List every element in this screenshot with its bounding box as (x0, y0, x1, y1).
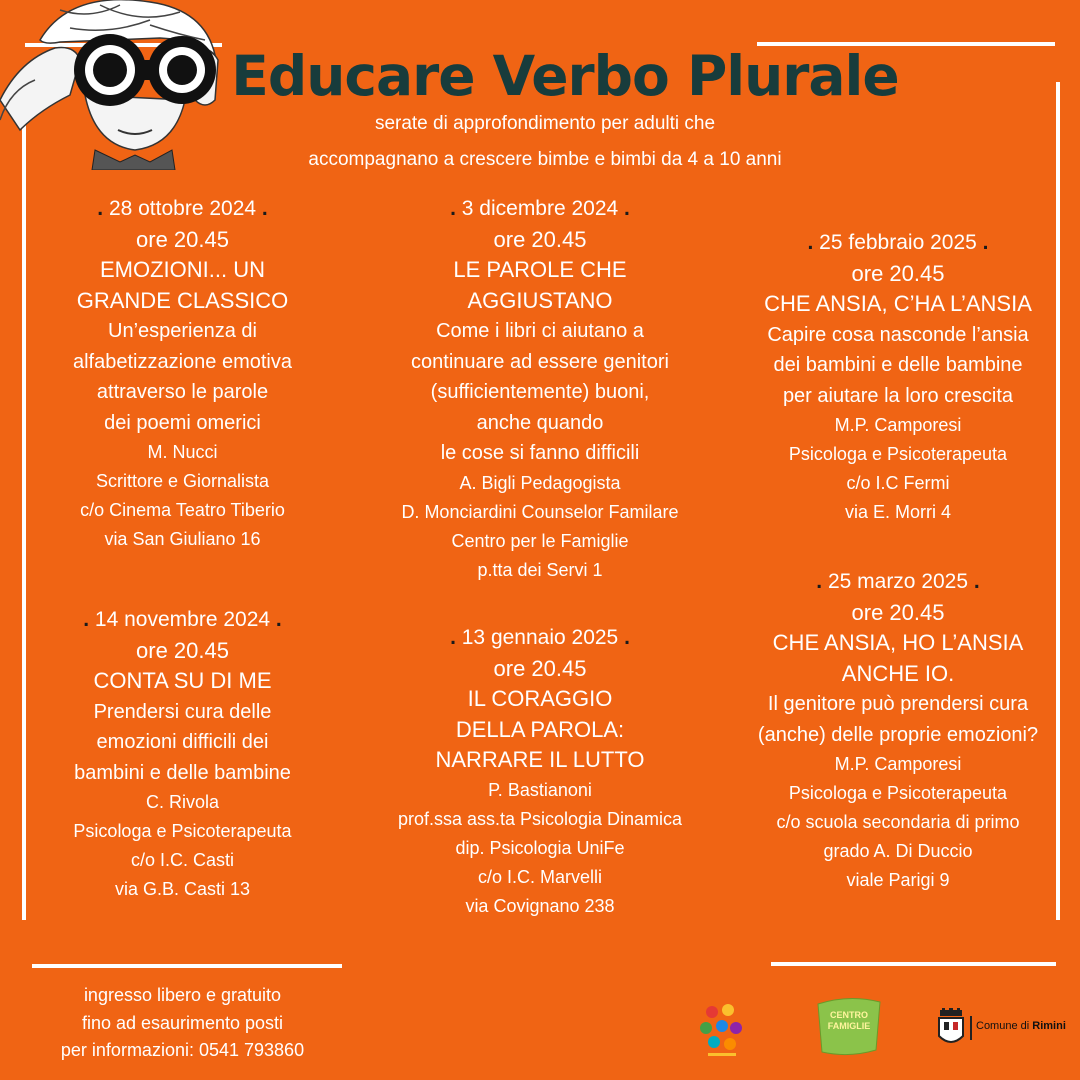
event-speaker-line: c/o scuola secondaria di primo (776, 812, 1020, 832)
event-description-line: emozioni difficili dei (96, 731, 269, 753)
event-description-line: bambini e delle bambine (74, 761, 291, 784)
event-speaker-line: A. Bigli Pedagogista (459, 472, 621, 493)
bullet-dot-icon: . (976, 231, 989, 254)
event-speaker-line: Psicologa e Psicoterapeuta (788, 783, 1008, 803)
event-speaker-line: Centro per le Famiglie (451, 530, 629, 551)
colorful-circles-logo-icon (698, 1002, 746, 1058)
event-speaker-line: D. Monciardini Counselor Familare (401, 501, 679, 522)
event-date (360, 622, 720, 654)
event-2 (25, 604, 340, 904)
event-date-text: 28 ottobre 2024 (108, 197, 257, 220)
event-speaker-line: Psicologa e Psicoterapeuta (73, 821, 292, 841)
frame-bottom-left (32, 964, 342, 968)
event-description-line: continuare ad essere genitori (411, 350, 669, 373)
event-date (718, 566, 1078, 598)
event-speaker-line: via E. Morri 4 (844, 502, 952, 522)
event-title-line: CHE ANSIA, C’HA L’ANSIA (764, 291, 1032, 316)
bullet-dot-icon: . (450, 626, 462, 649)
event-time: ore 20.45 (493, 656, 587, 681)
event-description-line: (sufficientemente) buoni, (430, 381, 650, 403)
event-description-line: dei poemi omerici (104, 411, 261, 434)
footer-line-3: per informazioni: 0541 793860 (60, 1040, 305, 1060)
event-4 (360, 622, 720, 921)
city-crest-icon (936, 1008, 966, 1048)
bullet-dot-icon: . (618, 197, 630, 220)
event-speaker-line: C. Rivola (145, 792, 220, 812)
event-date-text: 25 marzo 2025 (827, 570, 969, 593)
event-speaker-line: grado A. Di Duccio (823, 841, 973, 861)
event-title-line: EMOZIONI... UN (100, 257, 265, 282)
event-description-line: alfabetizzazione emotiva (72, 350, 292, 373)
event-title-line: LE PAROLE CHE (453, 257, 627, 282)
event-date-text: 14 novembre 2024 (94, 608, 271, 631)
event-speaker-line: prof.ssa ass.ta Psicologia Dinamica (397, 808, 683, 829)
comune-prefix: Comune di (976, 1020, 1030, 1032)
event-description-line: (anche) delle proprie emozioni? (757, 723, 1039, 746)
footer-line-1: ingresso libero e gratuito (83, 985, 282, 1005)
event-speaker-line: M.P. Camporesi (834, 415, 962, 435)
bullet-dot-icon: . (618, 626, 630, 649)
comune-name: Rimini (1032, 1020, 1066, 1032)
event-date-text: 25 febbraio 2025 (819, 231, 977, 254)
subtitle-line-1: serate di approfondimento per adulti che (374, 113, 716, 134)
event-speaker-line: c/o I.C Fermi (846, 473, 950, 493)
event-speaker-line: M.P. Camporesi (834, 754, 962, 774)
event-description-line: Il genitore può prendersi cura (767, 693, 1029, 715)
bullet-dot-icon: . (807, 231, 820, 254)
event-description-line: per aiutare la loro crescita (782, 384, 1014, 407)
event-time: ore 20.45 (493, 227, 587, 252)
event-speaker-line: via San Giuliano 16 (104, 529, 261, 549)
event-title-line: NARRARE IL LUTTO (435, 747, 645, 772)
event-title-line: DELLA PAROLA: (455, 716, 625, 742)
event-title-line: CHE ANSIA, HO L’ANSIA (772, 630, 1024, 655)
event-speaker-line: via G.B. Casti 13 (114, 879, 251, 899)
event-description-line: Un’esperienza di (108, 320, 257, 342)
subtitle-line-2: accompagnano a crescere bimbe e bimbi da 4 a 10 anni (308, 149, 782, 170)
event-speaker-line: c/o I.C. Casti (130, 850, 235, 870)
event-title-line: IL CORAGGIO (467, 686, 613, 711)
flag-logo-icon (814, 996, 884, 1058)
frame-bottom-right (771, 962, 1056, 966)
bullet-dot-icon: . (270, 608, 282, 631)
event-5 (718, 227, 1078, 527)
event-time: ore 20.45 (851, 261, 945, 286)
bullet-dot-icon: . (816, 570, 828, 593)
event-description-line: Prendersi cura delle (93, 700, 272, 723)
event-description-line: Come i libri ci aiutano a (436, 320, 644, 342)
event-title-line: AGGIUSTANO (467, 287, 613, 313)
event-date-text: 3 dicembre 2024 (461, 197, 619, 220)
woman-with-binoculars-icon (0, 0, 235, 170)
event-6 (718, 566, 1078, 895)
event-title-line: ANCHE IO. (841, 660, 955, 686)
event-speaker-line: p.tta dei Servi 1 (477, 559, 603, 580)
bullet-dot-icon: . (968, 570, 980, 593)
event-speaker-line: dip. Psicologia UniFe (455, 837, 625, 858)
centro-famiglie-label: CENTRO FAMIGLIE (827, 1010, 871, 1031)
event-date (25, 604, 340, 636)
event-date (360, 193, 720, 225)
event-description-line: Capire cosa nasconde l’ansia (767, 323, 1029, 346)
event-time: ore 20.45 (136, 227, 229, 252)
event-title-line: GRANDE CLASSICO (76, 287, 289, 313)
event-speaker-line: P. Bastianoni (488, 779, 592, 800)
bullet-dot-icon: . (83, 608, 95, 631)
event-time: ore 20.45 (136, 638, 229, 663)
event-time: ore 20.45 (851, 600, 945, 625)
event-date (25, 193, 340, 225)
comune-logo (936, 1008, 1076, 1050)
event-description-line: attraverso le parole (96, 381, 269, 403)
event-speaker-line: c/o I.C. Marvelli (477, 866, 603, 887)
event-description-line: anche quando (476, 411, 604, 434)
event-description-line: dei bambini e delle bambine (773, 354, 1023, 376)
bullet-dot-icon: . (97, 197, 109, 220)
page-title: Educare Verbo Plurale (231, 44, 899, 108)
event-date-text: 13 gennaio 2025 (461, 626, 619, 649)
event-1 (25, 193, 340, 554)
bullet-dot-icon: . (450, 197, 462, 220)
event-speaker-line: viale Parigi 9 (846, 870, 950, 890)
event-speaker-line: M. Nucci (147, 442, 218, 462)
event-description-line: le cose si fanno difficili (440, 442, 640, 464)
event-speaker-line: via Covignano 238 (465, 895, 615, 916)
event-3 (360, 193, 720, 585)
event-date (718, 227, 1078, 259)
bullet-dot-icon: . (256, 197, 268, 220)
event-speaker-line: Scrittore e Giornalista (95, 471, 270, 491)
event-speaker-line: c/o Cinema Teatro Tiberio (80, 500, 285, 520)
footer-info (25, 982, 340, 1065)
event-speaker-line: Psicologa e Psicoterapeuta (788, 444, 1008, 464)
footer-line-2: fino ad esaurimento posti (81, 1012, 284, 1033)
event-title-line: CONTA SU DI ME (93, 668, 272, 693)
